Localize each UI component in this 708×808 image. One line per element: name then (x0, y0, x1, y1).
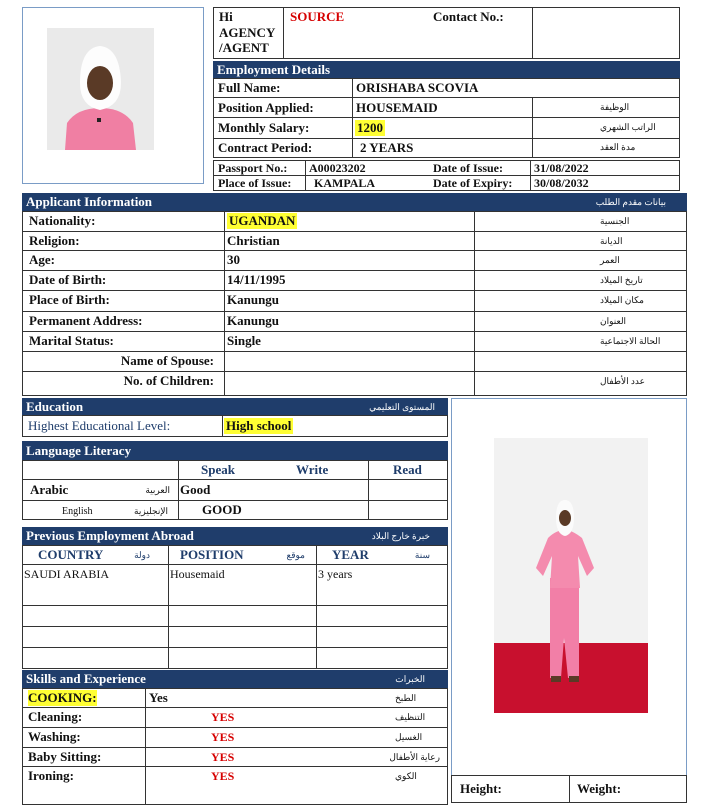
applicant-row-value: UGANDAN (229, 213, 296, 228)
salary-label: Monthly Salary: (218, 120, 310, 135)
skill-label: Baby Sitting: (28, 749, 102, 764)
skill-value: Yes (149, 690, 168, 705)
skill-arabic: الغسيل (395, 732, 423, 742)
person-fullbody-icon (494, 438, 648, 713)
salary-arabic: الراتب الشهري (600, 122, 656, 132)
issue-date-value: 31/08/2022 (534, 161, 589, 175)
position-value: HOUSEMAID (356, 100, 438, 115)
previous-employment-header: Previous Employment Abroad (22, 527, 448, 545)
height-label: Height: (460, 781, 502, 796)
full-name-value: ORISHABA SCOVIA (356, 80, 479, 95)
previous-country-value: SAUDI ARABIA (24, 567, 110, 581)
contract-label: Contract Period: (218, 140, 313, 155)
skill-value: YES (211, 750, 235, 764)
education-header: Education (22, 398, 448, 415)
passport-no-value: A00023202 (309, 161, 366, 175)
year-header-arabic: سنة (414, 550, 430, 560)
skill-label: COOKING: (28, 690, 97, 705)
expiry-date-label: Date of Expiry: (433, 176, 513, 190)
applicant-row-label: Age: (29, 252, 55, 267)
applicant-row-value: Single (227, 333, 261, 348)
applicant-info-header: Applicant Information (22, 193, 687, 211)
agency-greeting: Hi AGENCY /AGENT (219, 9, 275, 55)
language-header: Language Literacy (22, 441, 448, 460)
education-arabic: المستوى التعليمي (369, 402, 435, 412)
weight-label: Weight: (577, 781, 622, 796)
education-level-label: Highest Educational Level: (28, 418, 171, 433)
applicant-row-value: Kanungu (227, 313, 280, 328)
skill-arabic: الطبخ (395, 693, 417, 703)
contact-label: Contact No.: (433, 9, 504, 24)
applicant-row-label: Permanent Address: (29, 313, 143, 328)
employment-details-header: Employment Details (213, 61, 680, 78)
salary-value: 1200 (357, 120, 383, 135)
applicant-row-arabic: العنوان (600, 316, 627, 326)
expiry-date-value: 30/08/2032 (534, 176, 589, 190)
applicant-row-label: Name of Spouse: (120, 353, 214, 368)
applicant-row-value: Kanungu (227, 292, 280, 307)
position-label: Position Applied: (218, 100, 314, 115)
skill-value: YES (211, 710, 235, 724)
headshot-photo (47, 28, 154, 150)
applicant-row-arabic: عدد الأطفال (600, 376, 645, 386)
skill-label: Cleaning: (28, 709, 83, 724)
education-level-value: High school (226, 418, 292, 433)
fullbody-photo (494, 438, 648, 713)
skills-arabic: الخبرات (395, 674, 425, 684)
full-name-label: Full Name: (218, 80, 281, 95)
language-english-label: English (62, 506, 93, 517)
previous-position-value: Housemaid (170, 567, 225, 581)
applicant-row-arabic: تاريخ الميلاد (600, 275, 643, 285)
skill-value: YES (211, 730, 235, 744)
issue-date-label: Date of Issue: (433, 161, 503, 175)
contract-value: 2 YEARS (360, 140, 414, 155)
skill-arabic: الكوي (395, 771, 417, 781)
applicant-row-value: 30 (227, 252, 240, 267)
country-header-arabic: دولة (134, 550, 150, 560)
position-arabic: الوظيفة (600, 102, 630, 112)
year-header: YEAR (332, 547, 369, 562)
language-english-speak: GOOD (202, 502, 242, 517)
passport-no-label: Passport No.: (218, 161, 288, 175)
applicant-row-arabic: الديانة (600, 236, 623, 246)
applicant-row-arabic: الجنسية (600, 216, 630, 226)
skill-arabic: التنظيف (395, 712, 426, 722)
applicant-row-value: 14/11/1995 (227, 272, 286, 287)
source-label: SOURCE (290, 9, 345, 24)
issue-place-label: Place of Issue: (218, 176, 292, 190)
position-header: POSITION (180, 547, 244, 562)
applicant-row-arabic: الحالة الاجتماعية (600, 336, 661, 346)
applicant-row-value: Christian (227, 233, 280, 248)
skill-value: YES (211, 769, 235, 783)
speak-header: Speak (201, 462, 235, 477)
applicant-info-arabic: بيانات مقدم الطلب (595, 197, 666, 207)
language-english-ar: الإنجليزية (134, 506, 168, 516)
applicant-row-arabic: مكان الميلاد (600, 295, 644, 305)
issue-place-value: KAMPALA (314, 176, 376, 190)
applicant-row-label: Date of Birth: (29, 272, 107, 287)
applicant-row-label: Religion: (29, 233, 80, 248)
skill-label: Ironing: (28, 768, 74, 783)
position-header-arabic: موقع (286, 550, 305, 560)
skill-label: Washing: (28, 729, 81, 744)
previous-employment-arabic: خبرة خارج البلاد (371, 531, 430, 541)
person-headshot-icon (47, 28, 154, 150)
read-header: Read (393, 462, 422, 477)
skill-arabic: رعاية الأطفال (389, 752, 440, 762)
language-arabic-ar: العربية (145, 485, 170, 495)
country-header: COUNTRY (38, 547, 104, 562)
language-arabic-speak: Good (180, 482, 211, 497)
skills-header: Skills and Experience (22, 670, 448, 688)
applicant-row-label: Marital Status: (29, 333, 114, 348)
applicant-row-label: No. of Children: (123, 373, 214, 388)
applicant-row-label: Nationality: (29, 213, 96, 228)
language-arabic-label: Arabic (30, 482, 69, 497)
applicant-row-arabic: العمر (600, 255, 620, 265)
applicant-row-label: Place of Birth: (29, 292, 110, 307)
write-header: Write (296, 462, 329, 477)
contract-arabic: مدة العقد (600, 142, 636, 152)
previous-year-value: 3 years (318, 567, 353, 581)
